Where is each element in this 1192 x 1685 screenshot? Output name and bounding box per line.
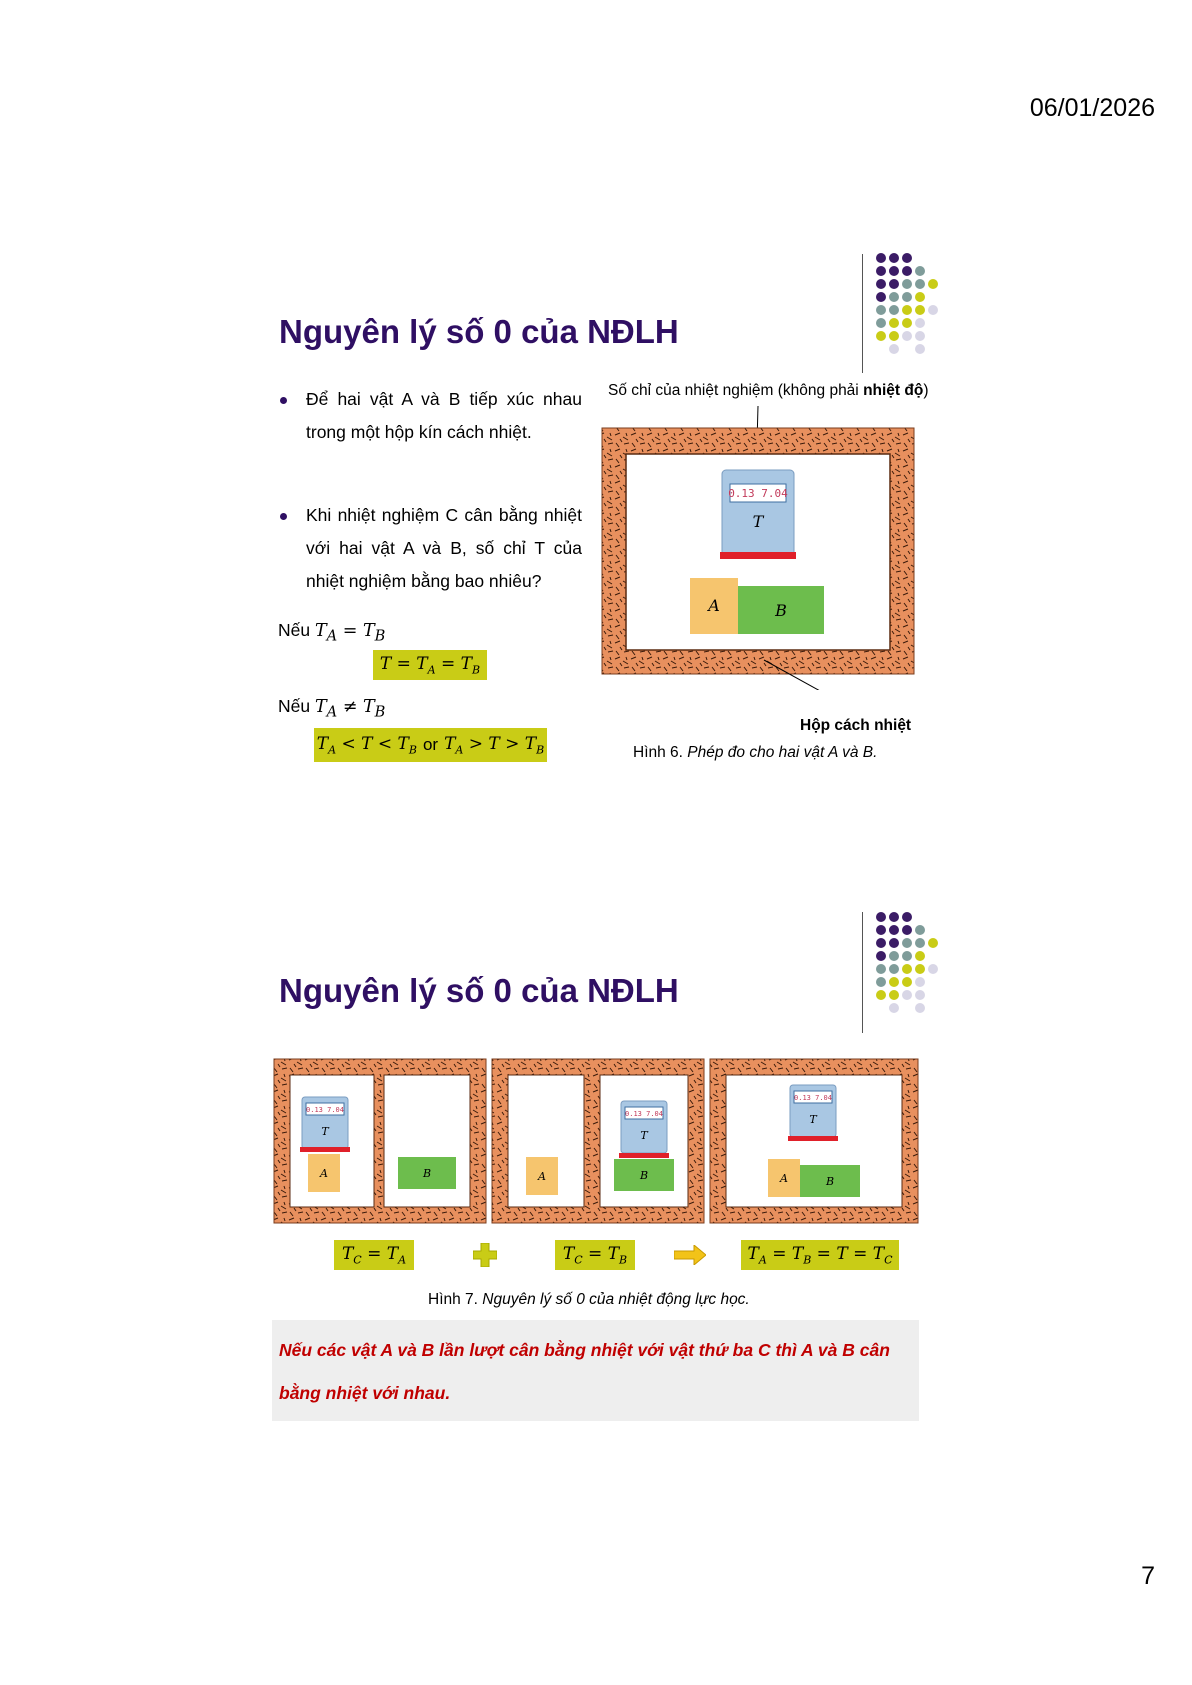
slide1-case2-result-b: $T_A > T > T_B$ bbox=[444, 733, 545, 757]
fig7-panel1-symbol: T bbox=[321, 1125, 329, 1138]
fig7-caption: Hình 7. Nguyên lý số 0 của nhiệt động lực học. bbox=[428, 1291, 750, 1308]
conclusion-text: Nếu các vật A và B lần lượt cân bằng nhiệt với vật thứ ba C thì A và B cân bằng nhiệt với nhau. bbox=[279, 1340, 890, 1403]
fig6-box-label: Hộp cách nhiệt bbox=[800, 717, 912, 734]
slide1-bullet-2-marker bbox=[280, 513, 287, 520]
fig7-eq3: $T_A = T_B = T = T_C$ bbox=[747, 1243, 893, 1267]
slide1-dot-grid-decoration bbox=[876, 253, 946, 359]
fig6-block-b-label: B bbox=[775, 601, 787, 620]
slide1-bullet-1-marker bbox=[280, 397, 287, 404]
fig7-eq3-box bbox=[741, 1240, 899, 1270]
fig7-panel3-base bbox=[788, 1136, 838, 1141]
slide1-case2-line bbox=[278, 696, 385, 721]
fig6-block-a-label: A bbox=[708, 596, 720, 615]
slide1-case2-result-a: $T_A < T < T_B$ bbox=[316, 733, 417, 757]
slide1-case2-label: Nếu bbox=[278, 696, 311, 716]
fig7-panel1-reading: 0.13 7.04 bbox=[306, 1106, 344, 1114]
fig7-eq2-box bbox=[555, 1240, 635, 1270]
fig6-thermometer-reading: 0.13 7.04 bbox=[728, 487, 788, 500]
slide2-dot-grid-decoration bbox=[876, 912, 946, 1018]
slide1-divider-line bbox=[862, 254, 863, 373]
slide1-case1-result-box bbox=[373, 650, 487, 680]
fig7-panel3-block-a-label: A bbox=[780, 1172, 788, 1185]
slide1-title: Nguyên lý số 0 của NĐLH bbox=[279, 313, 679, 350]
fig7-panel1-block-b-label: B bbox=[422, 1167, 432, 1180]
fig7-panel2-reading: 0.13 7.04 bbox=[625, 1110, 663, 1118]
fig7-eq1: $T_C = T_A$ bbox=[341, 1243, 407, 1267]
fig7-panel1-block-a-label: A bbox=[320, 1167, 328, 1180]
fig7-panels bbox=[272, 1057, 920, 1225]
plus-icon bbox=[473, 1243, 497, 1267]
fig7-panel2-block-a-label: A bbox=[538, 1170, 546, 1183]
page-date: 06/01/2026 bbox=[1029, 94, 1155, 122]
fig6-thermometer-symbol: T bbox=[752, 512, 764, 531]
slide1-case1-line bbox=[278, 620, 385, 645]
right-arrow-icon bbox=[674, 1245, 706, 1265]
slide1-case2-result-box bbox=[314, 728, 547, 762]
slide2-divider-line bbox=[862, 912, 863, 1033]
fig7-panel3-symbol: T bbox=[809, 1113, 817, 1126]
slide1-case1-condition: $T_A = T_B$ bbox=[314, 621, 386, 645]
page-number: 7 bbox=[1141, 1562, 1155, 1590]
fig7-eq2: $T_C = T_B$ bbox=[562, 1243, 628, 1267]
fig6-top-label: Số chỉ của nhiệt nghiệm (không phải nhiệt độ) bbox=[608, 382, 929, 399]
slide1-case1-label: Nếu bbox=[278, 620, 311, 640]
fig7-panel3-block-b-label: B bbox=[825, 1175, 835, 1188]
slide1-bullet-1: Để hai vật A và B tiếp xúc nhau trong một hộp kín cách nhiệt. bbox=[306, 389, 582, 442]
fig7-panel2-base bbox=[619, 1153, 669, 1158]
fig7-panel2-block-b-label: B bbox=[639, 1169, 649, 1182]
slide2-title: Nguyên lý số 0 của NĐLH bbox=[279, 972, 679, 1009]
fig6-caption: Hình 6. Phép đo cho hai vật A và B. bbox=[633, 744, 878, 761]
fig6-diagram bbox=[598, 400, 918, 690]
fig6-thermometer-base bbox=[720, 552, 796, 559]
fig7-panel1-base bbox=[300, 1147, 350, 1152]
fig7-eq1-box bbox=[334, 1240, 414, 1270]
slide1-case2-condition: $T_A \ne T_B$ bbox=[314, 697, 386, 721]
slide1-bullet-2: Khi nhiệt nghiệm C cân bằng nhiệt với hai vật A và B, số chỉ T của nhiệt nghiệm bằng bao nhiêu? bbox=[306, 505, 582, 591]
slide1-case1-result: $T = T_A = T_B$ bbox=[379, 653, 481, 677]
fig7-panel3-reading: 0.13 7.04 bbox=[794, 1094, 832, 1102]
slide1-case2-or: or bbox=[422, 735, 439, 754]
fig7-panel2-symbol: T bbox=[640, 1129, 648, 1142]
conclusion-box bbox=[272, 1320, 919, 1421]
